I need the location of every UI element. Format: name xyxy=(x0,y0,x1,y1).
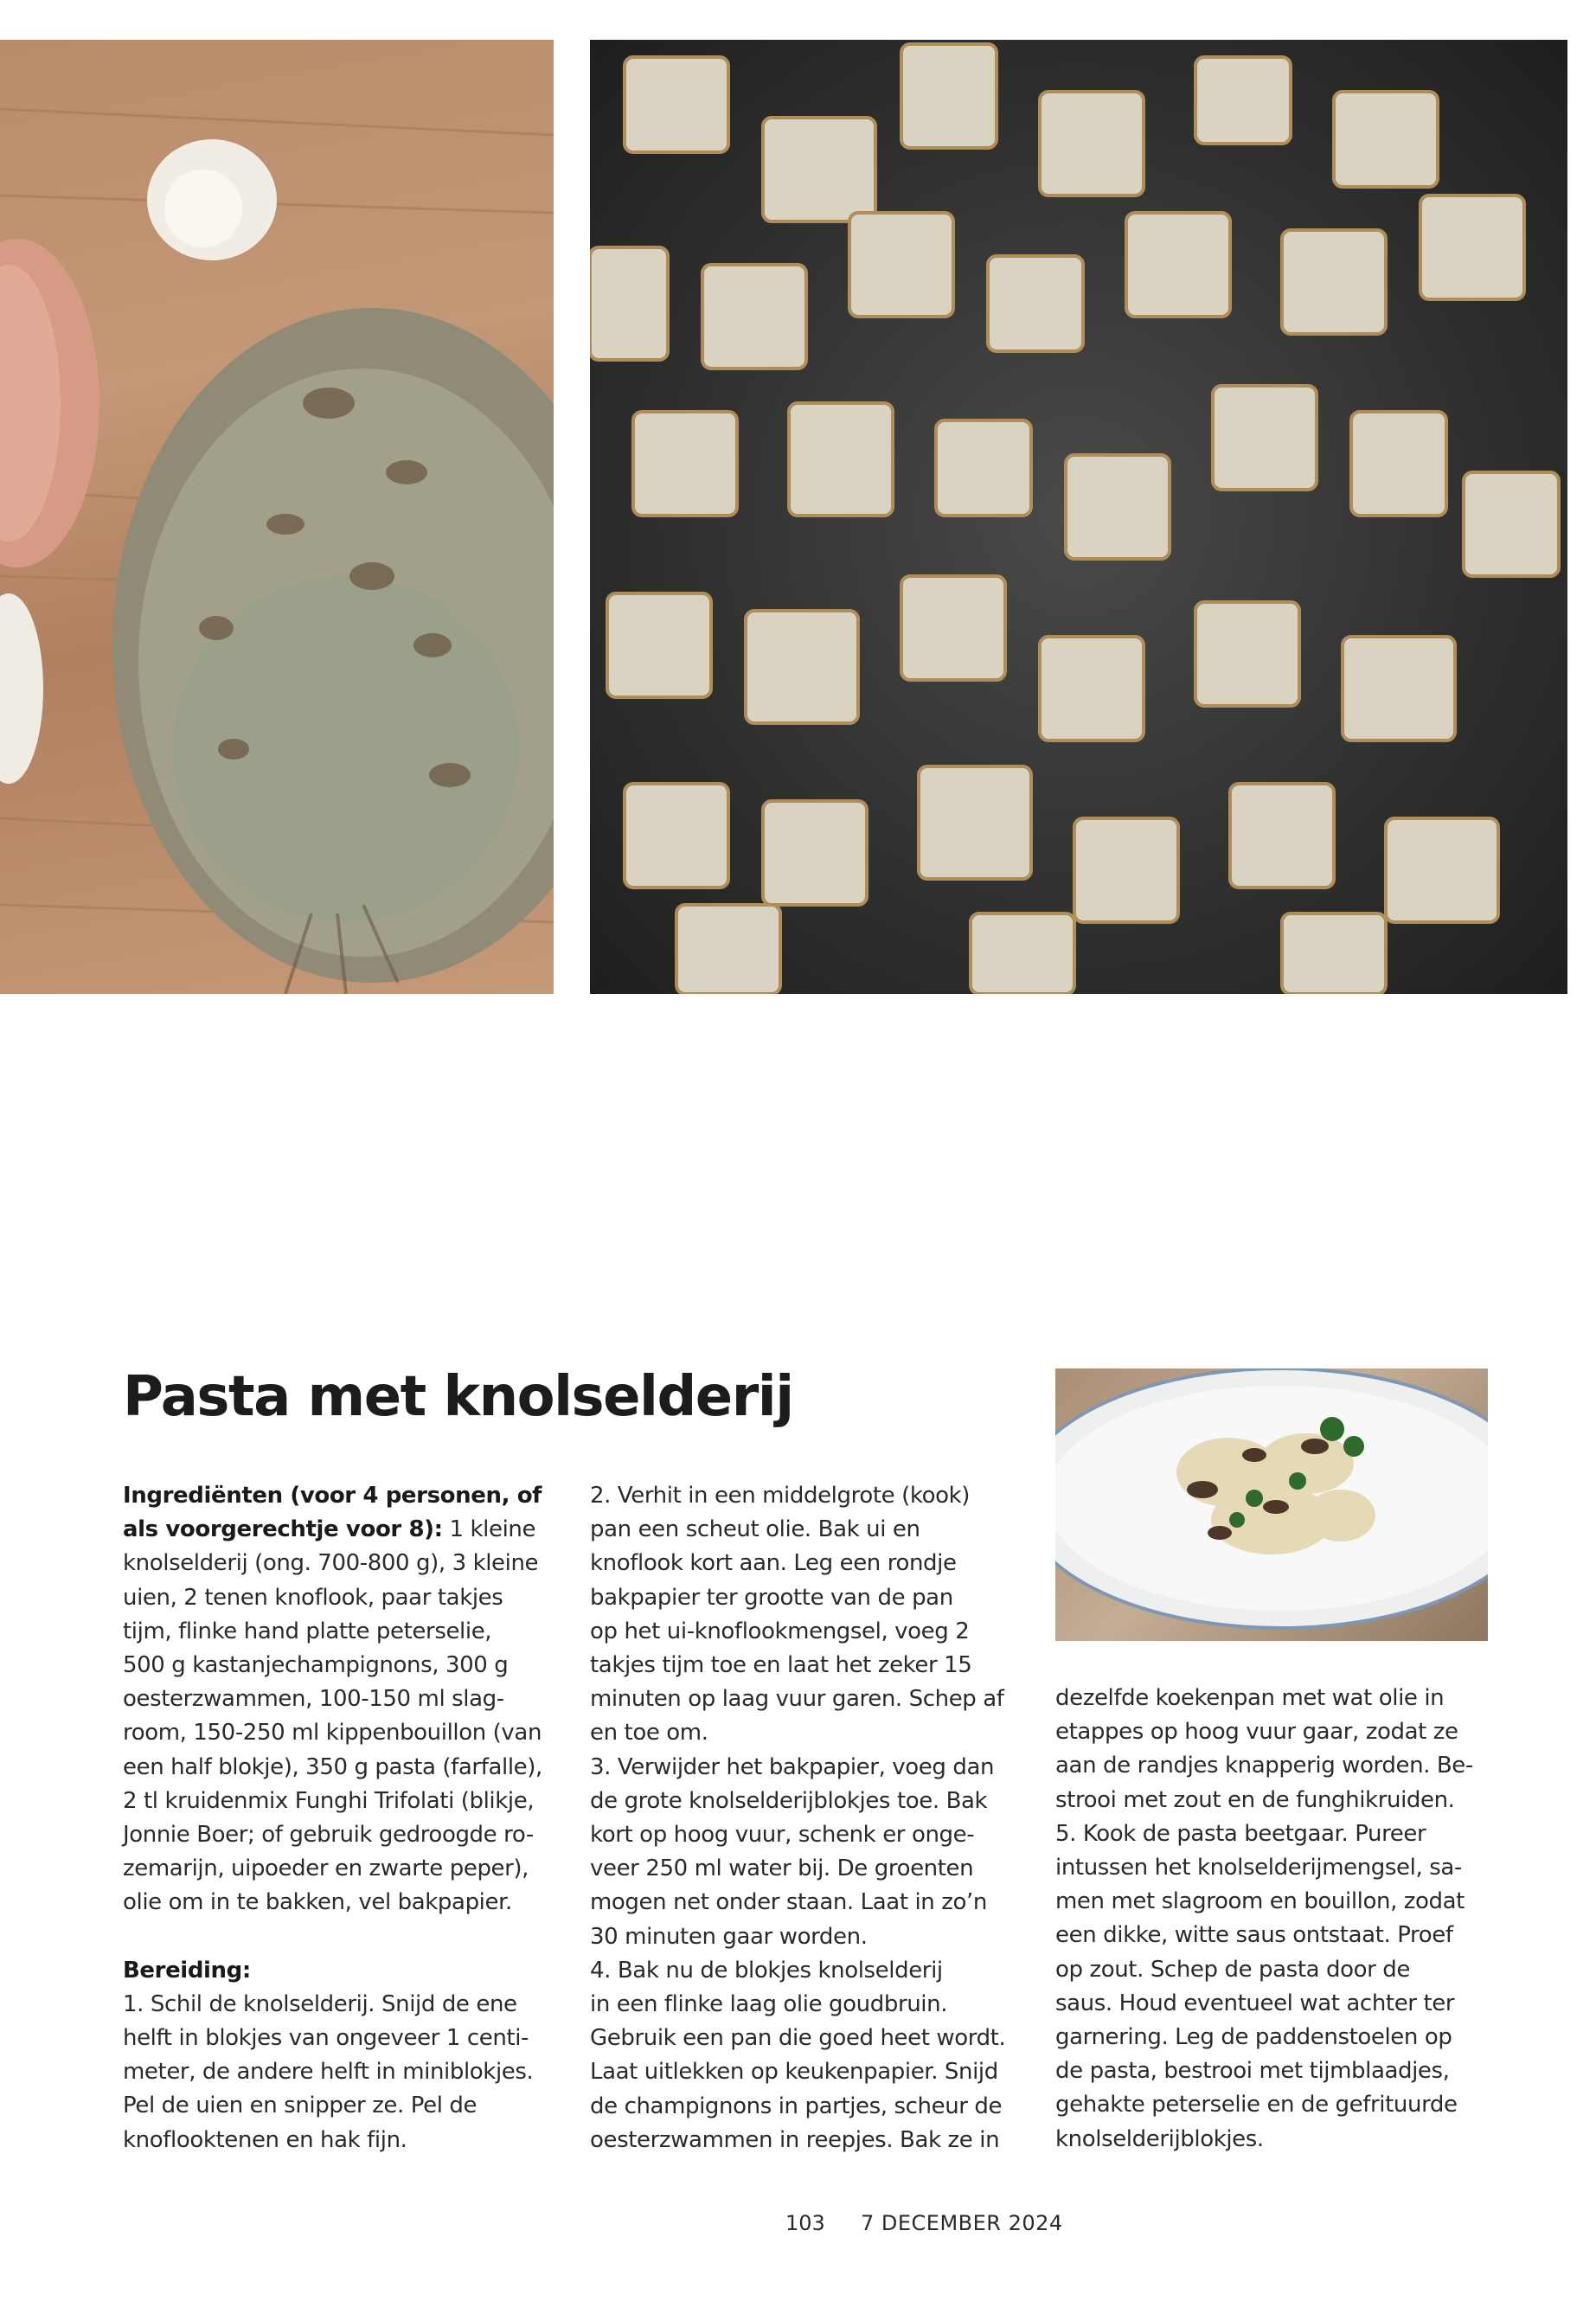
text-run: olie om in te bakken, vel bakpapier. xyxy=(123,1889,512,1916)
text-line: knoflook kort aan. Leg een rondje xyxy=(590,1550,957,1577)
text-line xyxy=(123,1581,560,1615)
text-line: mogen net onder staan. Laat in zo’n xyxy=(590,1889,987,1916)
text-line: oesterzwammen in reepjes. Bak ze in xyxy=(590,2126,1000,2153)
text-run: een half blokje), 350 g pasta (farfalle), xyxy=(123,1753,542,1780)
text-run: knoflooktenen en hak fijn. xyxy=(123,2126,407,2153)
text-line: 4. Bak nu de blokjes knolselderij xyxy=(590,1957,943,1984)
ingredients-column xyxy=(123,1479,560,2157)
paragraph-gap xyxy=(123,1920,560,1954)
text-line: 5. Kook de pasta beetgaar. Pureer xyxy=(1055,1820,1426,1847)
text-line: dezelfde koekenpan met wat olie in xyxy=(1055,1685,1445,1711)
text-run: Pel de uien en snipper ze. Pel de xyxy=(123,2093,478,2119)
text-line xyxy=(123,1886,560,1920)
text-line xyxy=(123,1852,560,1886)
text-run: 500 g kastanjechampignons, 300 g xyxy=(123,1652,509,1679)
text-line: de champignons in partjes, scheur de xyxy=(590,2093,1003,2119)
text-line xyxy=(123,1682,560,1716)
text-run: knolselderij (ong. 700-800 g), 3 kleine xyxy=(123,1550,539,1577)
text-line xyxy=(123,1716,560,1750)
text-line xyxy=(123,1785,560,1818)
text-line: intussen het knolselderijmengsel, sa- xyxy=(1055,1855,1462,1881)
text-run: 1 kleine xyxy=(442,1516,536,1543)
text-line xyxy=(123,1615,560,1649)
text-line: knolselderijblokjes. xyxy=(1055,2125,1264,2152)
text-line: strooi met zout en de funghikruiden. xyxy=(1055,1786,1455,1813)
text-line: men met slagroom en bouillon, zodat xyxy=(1055,1888,1465,1915)
text-line: takjes tijm toe en laat het zeker 15 xyxy=(590,1652,972,1679)
photo-pasta-dish xyxy=(1055,1368,1488,1641)
text-line xyxy=(123,2124,560,2157)
bold-label: als voorgerechtje voor 8): xyxy=(123,1516,443,1543)
text-run: zemarijn, uipoeder en zwarte peper), xyxy=(123,1856,529,1882)
text-run: 2 tl kruidenmix Funghi Trifolati (blikje, xyxy=(123,1787,535,1814)
text-line: een dikke, witte saus ontstaat. Proef xyxy=(1055,1922,1453,1949)
text-run: room, 150-250 ml kippenbouillon (van xyxy=(123,1720,542,1747)
text-run: helft in blokjes van ongeveer 1 centi- xyxy=(123,2025,529,2052)
text-line: op zout. Schep de pasta door de xyxy=(1055,1956,1410,1983)
bold-label: Bereiding: xyxy=(123,1957,251,1984)
text-line: garnering. Leg de paddenstoelen op xyxy=(1055,2024,1452,2051)
text-line: veer 250 ml water bij. De groenten xyxy=(590,1856,974,1882)
bold-label: Ingrediënten (voor 4 personen, of xyxy=(123,1483,542,1509)
text-line: pan een scheut olie. Bak ui en xyxy=(590,1516,920,1543)
text-line xyxy=(123,1649,560,1682)
text-line: minuten op laag vuur garen. Schep af xyxy=(590,1686,1004,1713)
text-line: Laat uitlekken op keukenpapier. Snijd xyxy=(590,2059,998,2086)
text-run: oesterzwammen, 100-150 ml slag- xyxy=(123,1686,504,1713)
text-line xyxy=(123,1751,560,1785)
text-line xyxy=(123,1547,560,1580)
text-line: op het ui-knoflookmengsel, voeg 2 xyxy=(590,1618,970,1644)
text-line xyxy=(123,1513,560,1547)
text-line: in een flinke laag olie goudbruin. xyxy=(590,1991,948,2018)
text-line: en toe om. xyxy=(590,1720,708,1747)
text-line: etappes op hoog vuur gaar, zodat ze xyxy=(1055,1719,1458,1746)
text-line: gehakte peterselie en de gefrituurde xyxy=(1055,2092,1458,2118)
article-title: Pasta met knolselderij xyxy=(123,1365,793,1429)
issue-date: 7 DECEMBER 2024 xyxy=(861,2211,1063,2235)
text-line: kort op hoog vuur, schenk er onge- xyxy=(590,1822,975,1849)
text-line: de pasta, bestrooi met tijmblaadjes, xyxy=(1055,2058,1450,2085)
text-run: meter, de andere helft in miniblokjes. xyxy=(123,2059,534,2086)
text-line xyxy=(123,1479,560,1513)
text-line: 30 minuten gaar worden. xyxy=(590,1923,868,1950)
photo-fried-celeriac-cubes xyxy=(590,40,1567,994)
text-run: 1. Schil de knolselderij. Snijd de ene xyxy=(123,1990,517,2017)
preparation-column-middle xyxy=(590,1479,1027,2157)
photo-celeriac-onion-garlic xyxy=(0,40,554,994)
text-line xyxy=(123,1954,560,1988)
text-run: uien, 2 tenen knoflook, paar takjes xyxy=(123,1584,503,1611)
text-line xyxy=(123,1818,560,1852)
text-line: aan de randjes knapperig worden. Be- xyxy=(1055,1753,1473,1779)
text-line xyxy=(123,1988,560,2022)
text-line: bakpapier ter grootte van de pan xyxy=(590,1584,953,1611)
text-line: 3. Verwijder het bakpapier, voeg dan xyxy=(590,1753,995,1780)
text-line xyxy=(123,2022,560,2055)
text-run: Jonnie Boer; of gebruik gedroogde ro- xyxy=(123,1822,534,1849)
text-line xyxy=(123,2089,560,2123)
text-line xyxy=(123,2055,560,2089)
text-line: saus. Houd eventueel wat achter ter xyxy=(1055,1990,1455,2016)
text-line: Gebruik een pan die goed heet wordt. xyxy=(590,2025,1006,2052)
page-number: 103 xyxy=(785,2211,825,2235)
text-run: tijm, flinke hand platte peterselie, xyxy=(123,1618,492,1644)
preparation-column-right xyxy=(1055,1682,1492,2157)
text-line: de grote knolselderijblokjes toe. Bak xyxy=(590,1787,988,1814)
text-line: 2. Verhit in een middelgrote (kook) xyxy=(590,1483,970,1509)
